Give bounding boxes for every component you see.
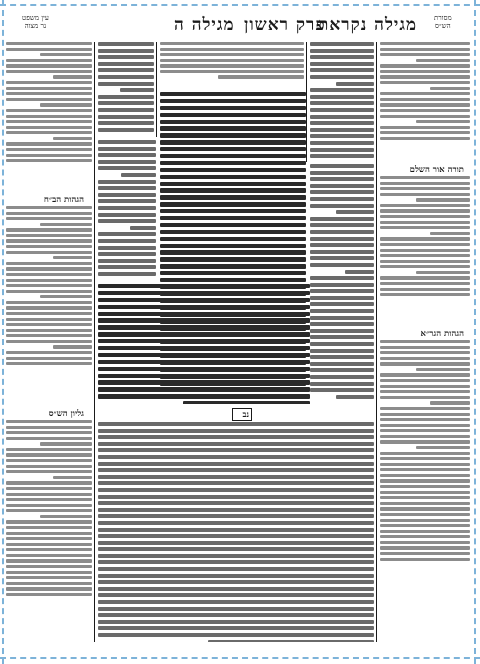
tosafot-top bbox=[98, 42, 154, 137]
hagahot-gra-block bbox=[380, 340, 470, 561]
upper-commentary bbox=[160, 42, 304, 87]
gilyon-block bbox=[6, 420, 92, 596]
section-tag-box bbox=[232, 408, 252, 421]
tosafot-side bbox=[98, 140, 156, 280]
torah-or-block bbox=[380, 176, 470, 326]
hagahot-block bbox=[6, 206, 92, 406]
right-heading-2: הגהות הגר״א bbox=[420, 329, 464, 339]
right-outer-divider bbox=[376, 42, 377, 642]
rashi-divider bbox=[306, 42, 307, 162]
bottom-commentary bbox=[98, 422, 374, 642]
tosafot-divider bbox=[156, 42, 157, 137]
bottom-cut-line bbox=[0, 657, 480, 659]
mesoret-hashas-label: מסורת הש״ס bbox=[434, 14, 452, 30]
left-margin-column bbox=[6, 42, 92, 642]
right-heading-1: תורה אור השלם bbox=[409, 165, 464, 175]
ein-mishpat-label: עין משפט נר מצוה bbox=[22, 14, 49, 30]
right-margin-column bbox=[380, 42, 470, 642]
talmud-page bbox=[6, 12, 472, 652]
left-outer-divider bbox=[94, 42, 95, 642]
tractate-title: מגילה נקראת bbox=[318, 15, 418, 35]
left-heading-2: גליון הש״ס bbox=[48, 409, 84, 419]
top-cut-line bbox=[0, 4, 480, 6]
rashi-top bbox=[310, 42, 374, 162]
daf-title: מגילה ה bbox=[174, 15, 235, 35]
chapter-title: פרק ראשון bbox=[244, 15, 326, 35]
section-tag: נב bbox=[242, 409, 249, 419]
rashi-side bbox=[310, 164, 374, 404]
mesoret-block bbox=[380, 42, 470, 162]
left-heading-1: הגהות הב״ח bbox=[43, 195, 84, 205]
left-cut-line bbox=[2, 0, 4, 664]
right-cut-line bbox=[474, 0, 476, 664]
gemara-wide-text bbox=[98, 284, 310, 404]
ein-mishpat-block bbox=[6, 42, 92, 192]
page-header bbox=[6, 12, 472, 38]
